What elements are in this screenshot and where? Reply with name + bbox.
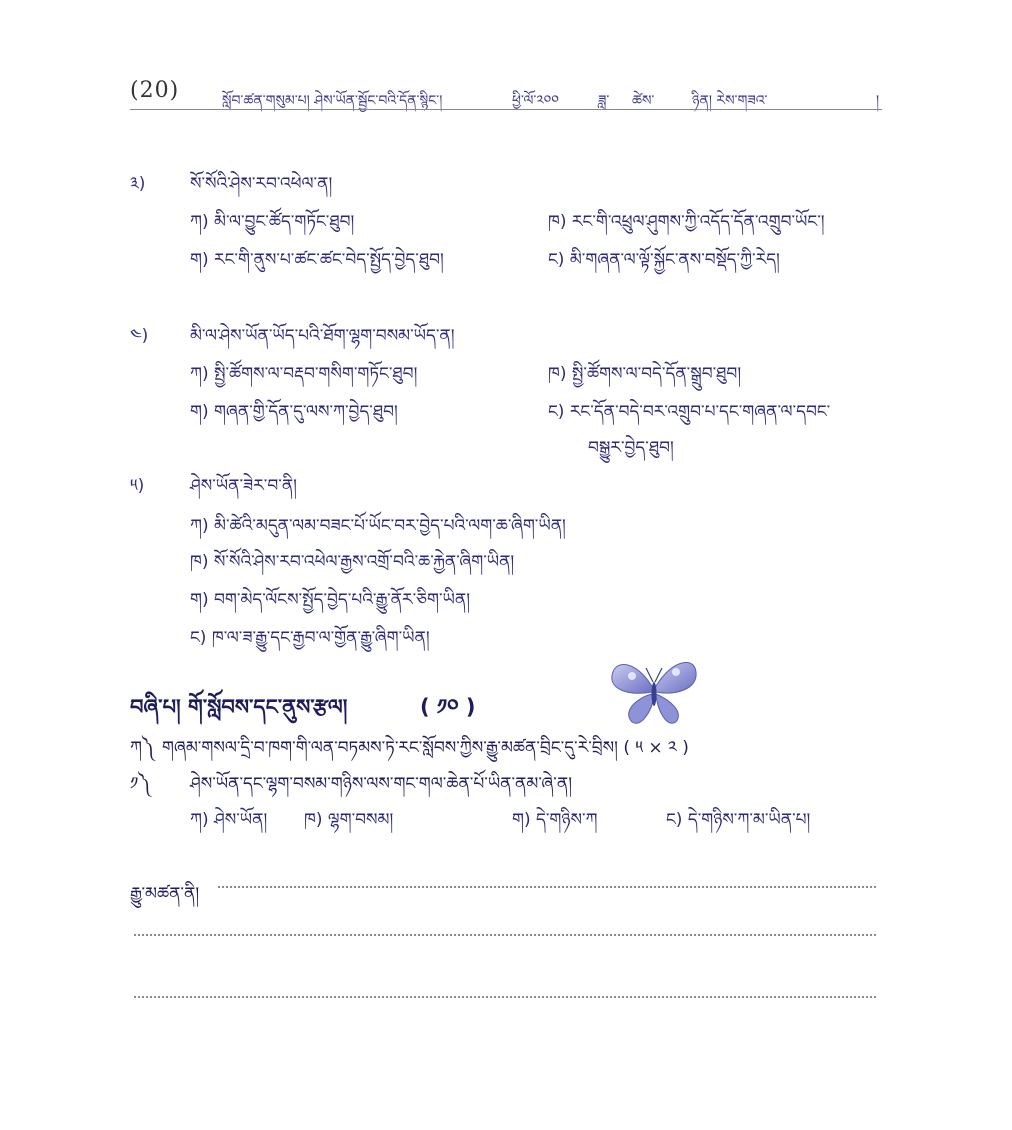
header-day-field: ཚེས་: [632, 93, 655, 109]
header-rule: [130, 109, 882, 110]
header-chapter-title: སློབ་ཚན་གསུམ་པ། ཤེས་ཡོན་སྦྱོང་བའི་དོན་སྙིང་།: [222, 93, 443, 109]
section-score: ( ༡༠ ): [420, 695, 476, 719]
section-title: བཞི་པ། གོ་སློབས་དང་ནུས་རྩལ།: [130, 695, 348, 719]
item-instruction: གཞམ་གསལ་དྲི་བ་ཁག་གི་ལན་བཏམས་ཏེ་རང་སློབས་ཀྱིས་རྒྱུ་མཚན་བྲིང་དུ་རེ་བྲིས། ( ༥ × ༢ ): [162, 738, 689, 758]
option-ga: ག) བག་མེད་ལོངས་སྤྱོད་བྱེད་པའི་རྒྱུ་ནོར་ཅིག་ཡིན།: [190, 590, 470, 610]
option-nga: ང) མི་གཞན་ལ་ལྟོ་སྐྱོང་ནས་བསྡོད་ཀྱི་རེད།: [548, 250, 780, 270]
item-number: ༡༽: [130, 774, 151, 794]
option-ga: ག) དེ་གཉིས་ཀ: [512, 810, 598, 830]
option-nga: ང) དེ་གཉིས་ཀ་མ་ཡིན་པ།: [666, 810, 811, 830]
question-number: ༣): [130, 174, 146, 194]
question-number: ༥): [130, 476, 145, 496]
option-ka: ཀ) སྤྱི་ཚོགས་ལ་བརྡབ་གསིག་གཏོང་ཐུབ།: [190, 364, 418, 384]
question-number: ༤): [130, 326, 149, 346]
page-number: (20): [130, 78, 180, 103]
option-ka: ཀ) མི་ཚེའི་མདུན་ལམ་བཟང་པོ་ཡོང་བར་བྱེད་པའི་ལག་ཆ་ཞིག་ཡིན།: [190, 516, 566, 536]
header-weekday-field: ཉིན། རེས་གཟའ་: [692, 93, 768, 109]
option-nga: ང) ཁ་ལ་ཟ་རྒྱུ་དང་རྒྱབ་ལ་གྱོན་རྒྱུ་ཞིག་ཡིན།: [190, 628, 430, 648]
item-number: ཀ༽: [130, 738, 155, 758]
question-text: སོ་སོའི་ཤེས་རབ་འཕེལ་ན།: [190, 174, 333, 194]
option-nga: ང) རང་དོན་བདེ་བར་འགྲུབ་པ་དང་གཞན་ལ་དབང་: [548, 402, 831, 422]
reason-label: རྒྱུ་མཚན་ནི།: [130, 884, 200, 904]
option-ka: ཀ) མི་ལ་བྱུང་ཚོད་གཏོང་ཐུབ།: [190, 212, 355, 232]
option-kha: ཁ) སྤྱི་ཚོགས་ལ་བདེ་དོན་སྒྲུབ་ཐུབ།: [548, 364, 742, 384]
butterfly-icon: [608, 650, 700, 728]
answer-line[interactable]: [218, 886, 876, 888]
option-nga-continued: བསྒྱུར་བྱེད་ཐུབ།: [588, 438, 674, 458]
question-text: མི་ལ་ཤེས་ཡོན་ཡོད་པའི་ཐོག་ལྷག་བསམ་ཡོད་ན།: [190, 326, 455, 346]
answer-line[interactable]: [134, 996, 876, 998]
option-ga: ག) རང་གི་ནུས་པ་ཚང་ཚང་བེད་སྤྱོད་བྱེད་ཐུབ།: [190, 250, 444, 270]
header-year-field: ཕྱི་ལོ་༢༠༠: [512, 93, 559, 109]
header-month-field: ཟླ་: [598, 93, 610, 109]
option-ga: ག) གཞན་གྱི་དོན་དུ་ལས་ཀ་བྱེད་ཐུབ།: [190, 402, 398, 422]
header-end-mark: །: [876, 93, 880, 109]
option-ka: ཀ) ཤེས་ཡོན།: [190, 810, 268, 830]
option-kha: ཁ) ལྷག་བསམ།: [304, 810, 394, 830]
question-text: ཤེས་ཡོན་ཟེར་བ་ནི།: [190, 476, 297, 496]
item-question-text: ཤེས་ཡོན་དང་ལྷག་བསམ་གཉིས་ལས་གང་གལ་ཆེན་པོ་ཡིན་ནམ་ཞེ་ན།: [190, 774, 572, 794]
option-kha: ཁ) རང་གི་འཕྲུལ་ཤུགས་ཀྱི་འདོད་དོན་འགྲུབ་ཡོང་།: [548, 212, 825, 232]
option-kha: ཁ) སོ་སོའི་ཤེས་རབ་འཕེལ་རྒྱས་འགྲོ་བའི་ཆ་རྐྱེན་ཞིག་ཡིན།: [190, 552, 515, 572]
answer-line[interactable]: [134, 934, 876, 936]
